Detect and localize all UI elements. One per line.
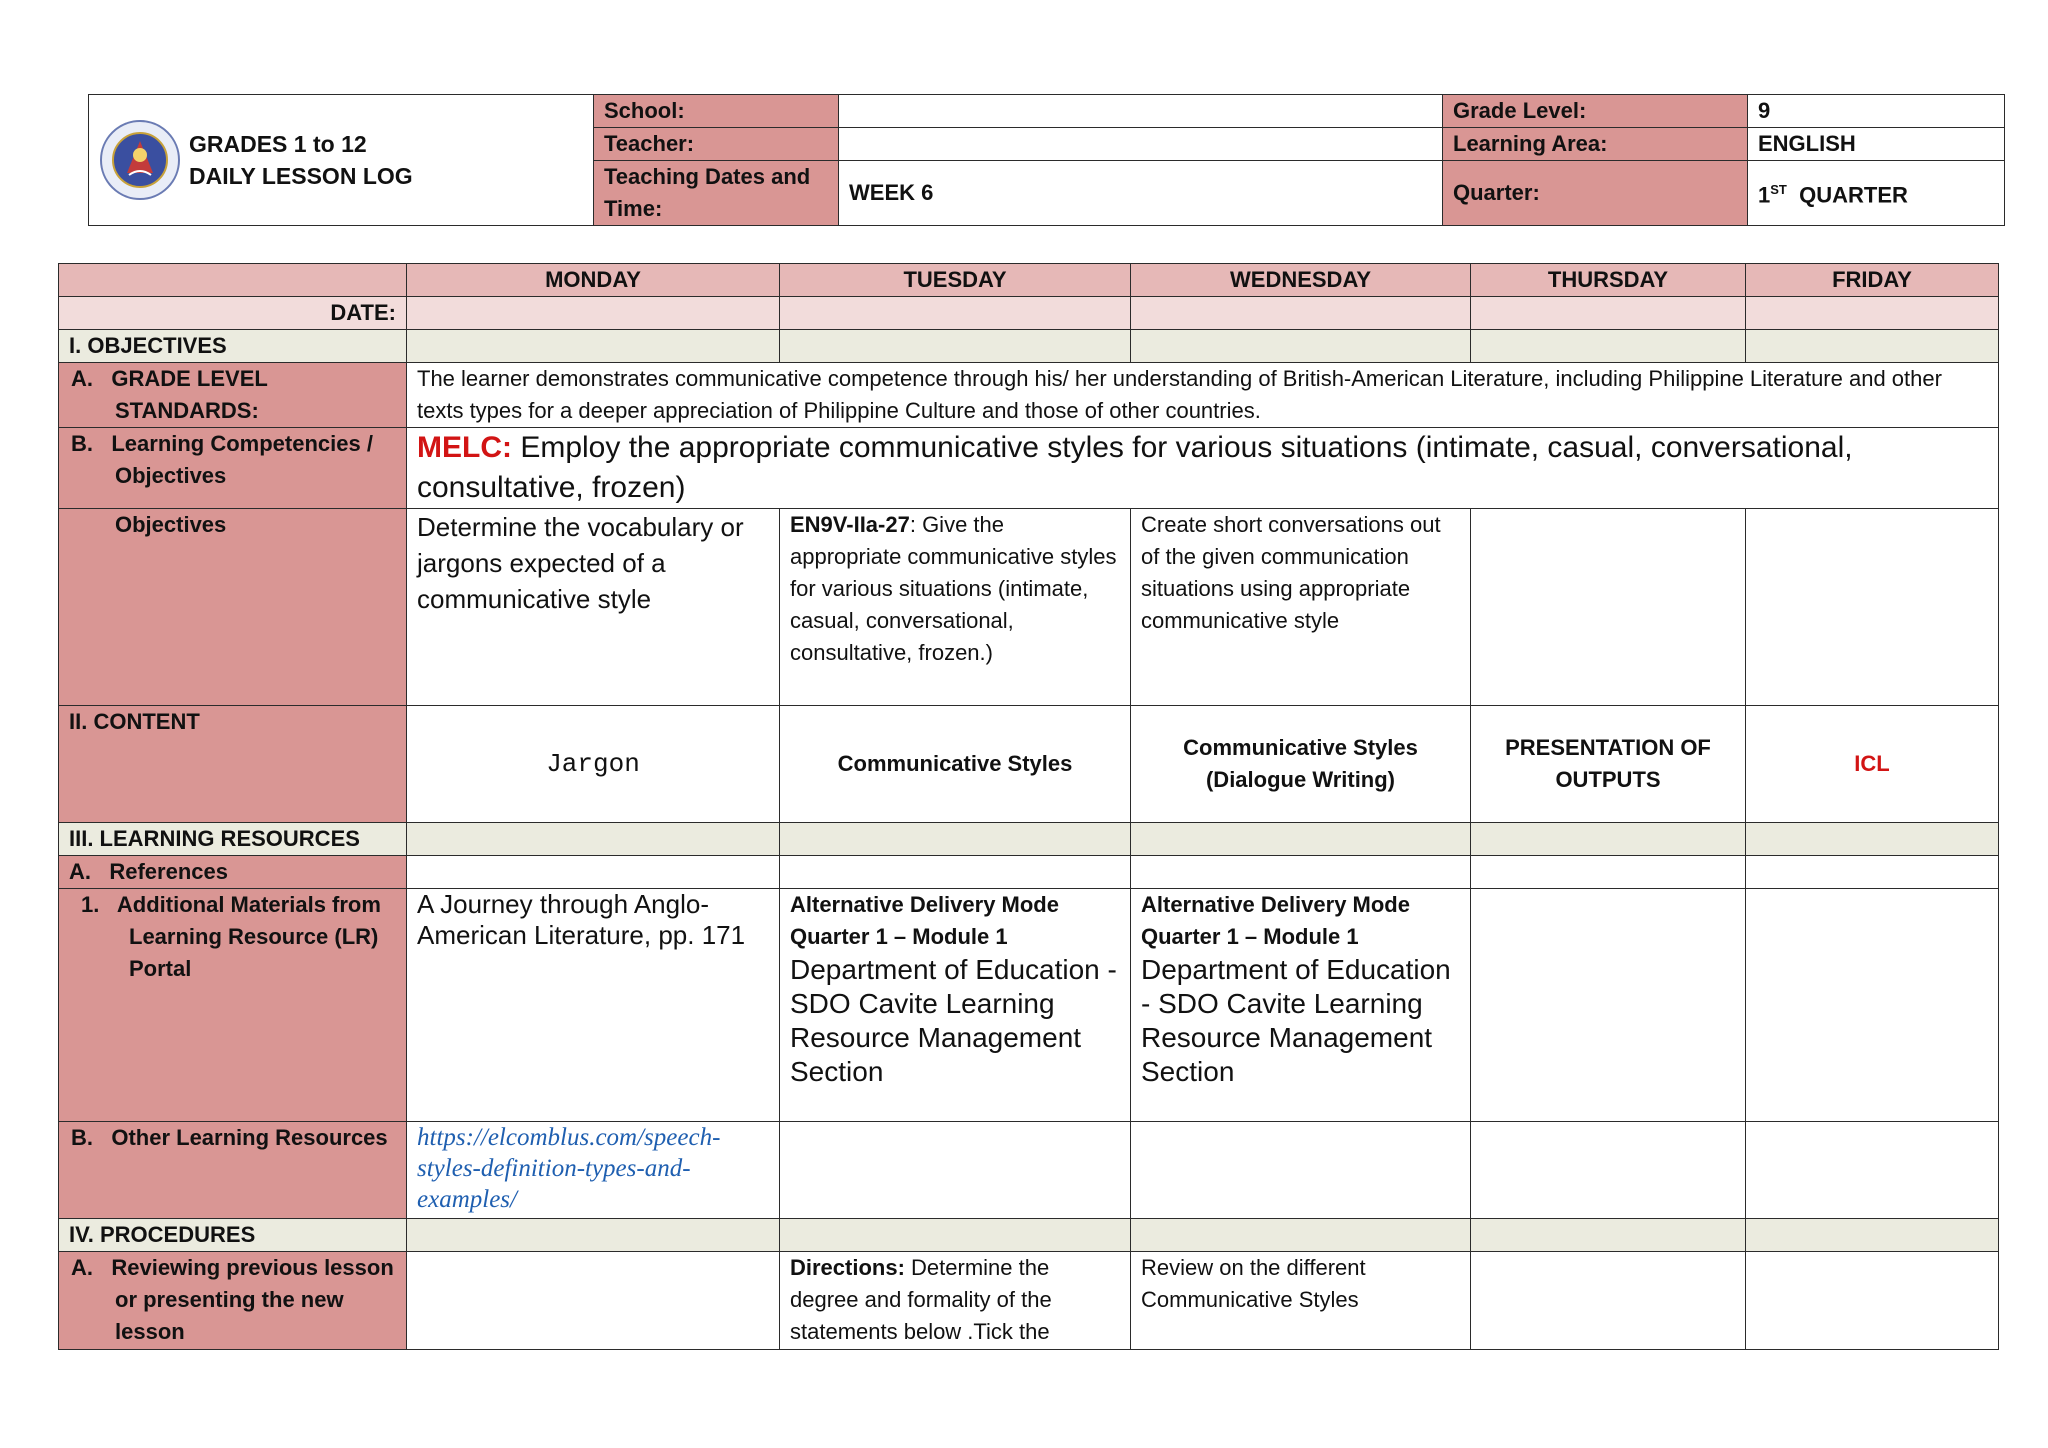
learning-area-label: Learning Area: <box>1443 128 1748 161</box>
objectives-row <box>59 509 1999 706</box>
corner-cell <box>59 264 407 297</box>
reviewing-tuesday-text: Determine the degree and formality of the statements below .Tick the <box>790 1255 1052 1344</box>
gls-label-cell <box>59 363 407 428</box>
school-value[interactable] <box>839 95 1443 128</box>
objective-wednesday: Create short conversations out of the given communication situations using appropriate communicative style <box>1131 509 1471 706</box>
other-resources-label-cell <box>59 1122 407 1219</box>
content-thursday: PRESENTATION OF OUTPUTS <box>1471 706 1746 823</box>
references-wed <box>1131 856 1471 889</box>
additional-materials-row <box>59 889 1999 1122</box>
melc-text: Employ the appropriate communicative styles for various situations (intimate, casual, conversational, consultative, frozen) <box>417 431 1853 504</box>
additional-materials-thursday <box>1471 889 1746 1122</box>
day-wednesday: WEDNESDAY <box>1131 264 1471 297</box>
teacher-value[interactable] <box>839 128 1443 161</box>
additional-materials-wednesday-bold: Alternative Delivery Mode Quarter 1 – Module 1 <box>1141 892 1410 949</box>
learning-area-value[interactable]: ENGLISH <box>1748 128 2005 161</box>
content-row <box>59 706 1999 823</box>
objectives-cell-tue <box>780 330 1131 363</box>
quarter-number: 1 <box>1758 182 1771 208</box>
melc-prefix: MELC: <box>417 431 512 464</box>
other-resources-wed <box>1131 1122 1471 1219</box>
grade-level-standards-row <box>59 363 1999 428</box>
header-table <box>88 94 2005 226</box>
reviewing-monday <box>407 1252 780 1350</box>
deped-seal-icon <box>99 119 181 201</box>
objectives-cell-mon <box>407 330 780 363</box>
other-resources-thu <box>1471 1122 1746 1219</box>
objective-friday <box>1746 509 1999 706</box>
day-thursday: THURSDAY <box>1471 264 1746 297</box>
objectives-cell-fri <box>1746 330 1999 363</box>
proc-cell-fri <box>1746 1219 1999 1252</box>
proc-cell-thu <box>1471 1219 1746 1252</box>
learning-resources-section-row <box>59 823 1999 856</box>
reviewing-thursday <box>1471 1252 1746 1350</box>
grade-level-label: Grade Level: <box>1443 95 1748 128</box>
objectives-label: Objectives <box>59 509 407 706</box>
objective-monday: Determine the vocabulary or jargons expected of a communicative style <box>407 509 780 706</box>
melc-text-cell <box>407 428 1999 509</box>
references-label-cell <box>59 856 407 889</box>
teaching-dates-value[interactable]: WEEK 6 <box>839 161 1443 226</box>
lc-number: B. <box>71 431 93 456</box>
reviewing-label: Reviewing previous lesson or presenting the new lesson <box>111 1255 394 1344</box>
content-tuesday: Communicative Styles <box>780 706 1131 823</box>
references-mon <box>407 856 780 889</box>
reviewing-friday <box>1746 1252 1999 1350</box>
other-resources-row <box>59 1122 1999 1219</box>
lc-label: Learning Competencies / Objectives <box>111 431 373 488</box>
logo-title-2: DAILY LESSON LOG <box>189 163 413 189</box>
grade-level-value[interactable]: 9 <box>1748 95 2005 128</box>
objectives-cell-wed <box>1131 330 1471 363</box>
quarter-label: Quarter: <box>1443 161 1748 226</box>
reviewing-row <box>59 1252 1999 1350</box>
additional-materials-number: 1. <box>81 892 100 917</box>
objective-tuesday-code: EN9V-IIa-27 <box>790 512 910 537</box>
date-thursday[interactable] <box>1471 297 1746 330</box>
quarter-value[interactable] <box>1748 161 2005 226</box>
content-monday: Jargon <box>407 706 780 823</box>
references-tue <box>780 856 1131 889</box>
date-row <box>59 297 1999 330</box>
lr-cell-thu <box>1471 823 1746 856</box>
school-label: School: <box>594 95 839 128</box>
reviewing-number: A. <box>71 1255 93 1280</box>
procedures-section-row <box>59 1219 1999 1252</box>
additional-materials-label: Additional Materials from Learning Resource (LR) Portal <box>116 892 381 981</box>
objectives-section-row <box>59 330 1999 363</box>
gls-number: A. <box>71 366 93 391</box>
other-resources-link[interactable]: https://elcomblus.com/speech-styles-definition-types-and-examples/ <box>407 1122 780 1219</box>
quarter-word: QUARTER <box>1799 182 1908 208</box>
references-label: References <box>109 859 228 884</box>
additional-materials-wednesday-text: Department of Education - SDO Cavite Learning Resource Management Section <box>1141 954 1451 1087</box>
other-resources-number: B. <box>71 1125 93 1150</box>
day-monday: MONDAY <box>407 264 780 297</box>
additional-materials-monday: A Journey through Anglo-American Literature, pp. 171 <box>407 889 780 1122</box>
references-thu <box>1471 856 1746 889</box>
day-header-row <box>59 264 1999 297</box>
day-tuesday: TUESDAY <box>780 264 1131 297</box>
gls-text: The learner demonstrates communicative competence through his/ her understanding of British-American Literature, including Philippine Literature and other texts types for a deeper appreciation of Philippine Culture and those of other countries. <box>407 363 1999 428</box>
reviewing-wednesday: Review on the different Communicative Styles <box>1131 1252 1471 1350</box>
reviewing-tuesday <box>780 1252 1131 1350</box>
objective-tuesday <box>780 509 1131 706</box>
references-number: A. <box>69 859 91 884</box>
objective-tuesday-text: : Give the appropriate communicative styles for various situations (intimate, casual, conversational, consultative, frozen.) <box>790 512 1117 665</box>
proc-cell-wed <box>1131 1219 1471 1252</box>
lc-label-cell <box>59 428 407 509</box>
objective-thursday <box>1471 509 1746 706</box>
procedures-label: IV. PROCEDURES <box>59 1219 407 1252</box>
day-friday: FRIDAY <box>1746 264 1999 297</box>
additional-materials-tuesday-bold: Alternative Delivery Mode Quarter 1 – Module 1 <box>790 892 1059 949</box>
references-fri <box>1746 856 1999 889</box>
date-friday[interactable] <box>1746 297 1999 330</box>
gls-label: GRADE LEVEL STANDARDS: <box>111 366 268 423</box>
other-resources-label: Other Learning Resources <box>111 1125 388 1150</box>
learning-resources-label: III. LEARNING RESOURCES <box>59 823 407 856</box>
date-tuesday[interactable] <box>780 297 1131 330</box>
additional-materials-tuesday <box>780 889 1131 1122</box>
lr-cell-mon <box>407 823 780 856</box>
date-label: DATE: <box>59 297 407 330</box>
additional-materials-friday <box>1746 889 1999 1122</box>
additional-materials-tuesday-text: Department of Education - SDO Cavite Learning Resource Management Section <box>790 954 1117 1087</box>
content-friday: ICL <box>1746 706 1999 823</box>
teaching-dates-label: Teaching Dates and Time: <box>594 161 839 226</box>
reviewing-label-cell <box>59 1252 407 1350</box>
additional-materials-label-cell <box>59 889 407 1122</box>
date-monday[interactable] <box>407 297 780 330</box>
lr-cell-tue <box>780 823 1131 856</box>
content-label: II. CONTENT <box>59 706 407 823</box>
logo-title-1: GRADES 1 to 12 <box>189 131 367 157</box>
additional-materials-wednesday <box>1131 889 1471 1122</box>
lr-cell-fri <box>1746 823 1999 856</box>
objectives-cell-thu <box>1471 330 1746 363</box>
proc-cell-mon <box>407 1219 780 1252</box>
proc-cell-tue <box>780 1219 1131 1252</box>
reviewing-tuesday-bold: Directions: <box>790 1255 905 1280</box>
objectives-section-label: I. OBJECTIVES <box>59 330 407 363</box>
lr-cell-wed <box>1131 823 1471 856</box>
date-wednesday[interactable] <box>1131 297 1471 330</box>
learning-competencies-row <box>59 428 1999 509</box>
teacher-label: Teacher: <box>594 128 839 161</box>
other-resources-tue <box>780 1122 1131 1219</box>
references-row <box>59 856 1999 889</box>
logo-cell <box>89 95 594 226</box>
lesson-table <box>58 263 1999 1350</box>
quarter-suffix: ST <box>1770 182 1787 198</box>
content-wednesday: Communicative Styles (Dialogue Writing) <box>1131 706 1471 823</box>
other-resources-fri <box>1746 1122 1999 1219</box>
